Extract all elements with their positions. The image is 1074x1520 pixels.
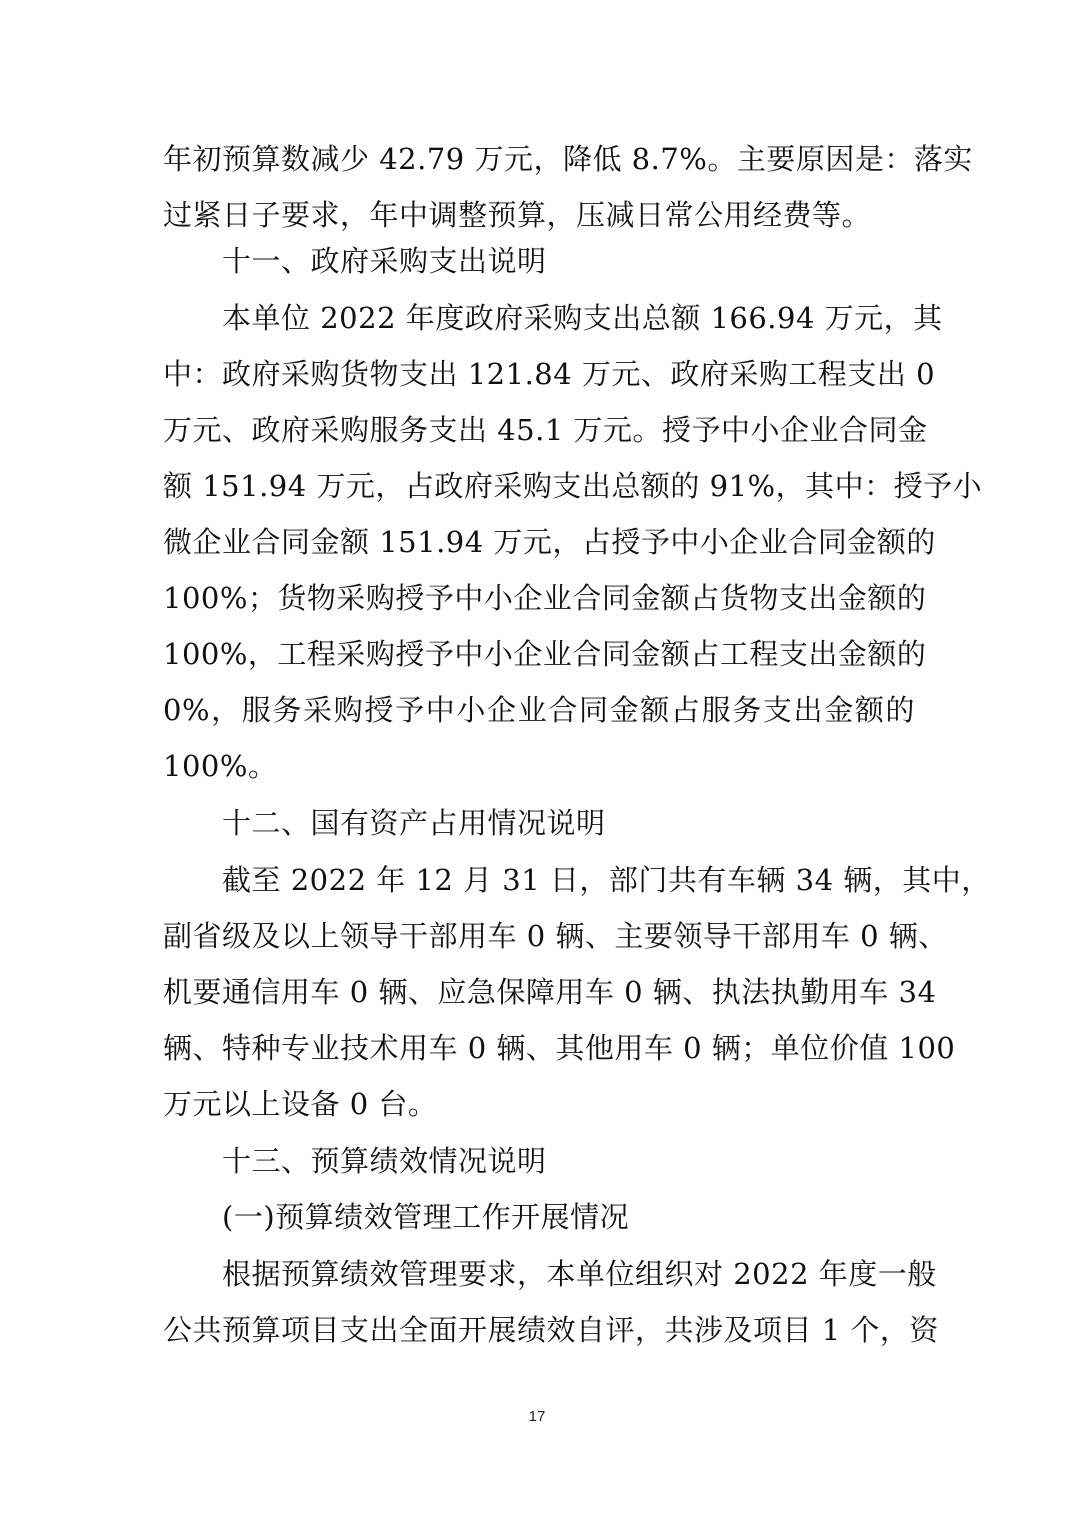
body-text-line: 额 151.94 万元，占政府采购支出总额的 91%，其中：授予小 xyxy=(163,469,983,503)
body-text-line: 副省级及以上领导干部用车 0 辆、主要领导干部用车 0 辆、 xyxy=(163,919,948,953)
body-text-line: 年初预算数减少 42.79 万元，降低 8.7%。主要原因是：落实 xyxy=(163,142,973,176)
body-text-line: 截至 2022 年 12 月 31 日，部门共有车辆 34 辆，其中， xyxy=(222,863,991,897)
body-text-line: 辆、特种专业技术用车 0 辆、其他用车 0 辆；单位价值 100 xyxy=(163,1031,956,1065)
body-text-line: 100%，工程采购授予中小企业合同金额占工程支出金额的 xyxy=(163,637,927,671)
subsection-heading: (一)预算绩效管理工作开展情况 xyxy=(222,1200,630,1234)
body-text-line: 机要通信用车 0 辆、应急保障用车 0 辆、执法执勤用车 34 xyxy=(163,975,937,1009)
body-text-line: 微企业合同金额 151.94 万元，占授予中小企业合同金额的 xyxy=(163,525,936,559)
body-text-line: 万元以上设备 0 台。 xyxy=(163,1087,438,1121)
body-text-line: 100%；货物采购授予中小企业合同金额占货物支出金额的 xyxy=(163,581,927,615)
body-text-line: 100%。 xyxy=(163,749,278,783)
section-heading: 十一、政府采购支出说明 xyxy=(222,244,547,278)
body-text-line: 公共预算项目支出全面开展绩效自评，共涉及项目 1 个，资 xyxy=(163,1313,939,1347)
section-heading: 十三、预算绩效情况说明 xyxy=(222,1144,547,1178)
body-text-line: 本单位 2022 年度政府采购支出总额 166.94 万元，其 xyxy=(222,301,943,335)
body-text-line: 万元、政府采购服务支出 45.1 万元。授予中小企业合同金 xyxy=(163,413,928,447)
body-text-line: 根据预算绩效管理要求，本单位组织对 2022 年度一般 xyxy=(222,1257,937,1291)
body-text-line: 中：政府采购货物支出 121.84 万元、政府采购工程支出 0 xyxy=(163,357,936,391)
section-heading: 十二、国有资产占用情况说明 xyxy=(222,806,606,840)
page-number: 17 xyxy=(528,1408,546,1425)
body-text-line: 0%，服务采购授予中小企业合同金额占服务支出金额的 xyxy=(163,693,915,727)
body-text-line: 过紧日子要求，年中调整预算，压减日常公用经费等。 xyxy=(163,198,872,232)
